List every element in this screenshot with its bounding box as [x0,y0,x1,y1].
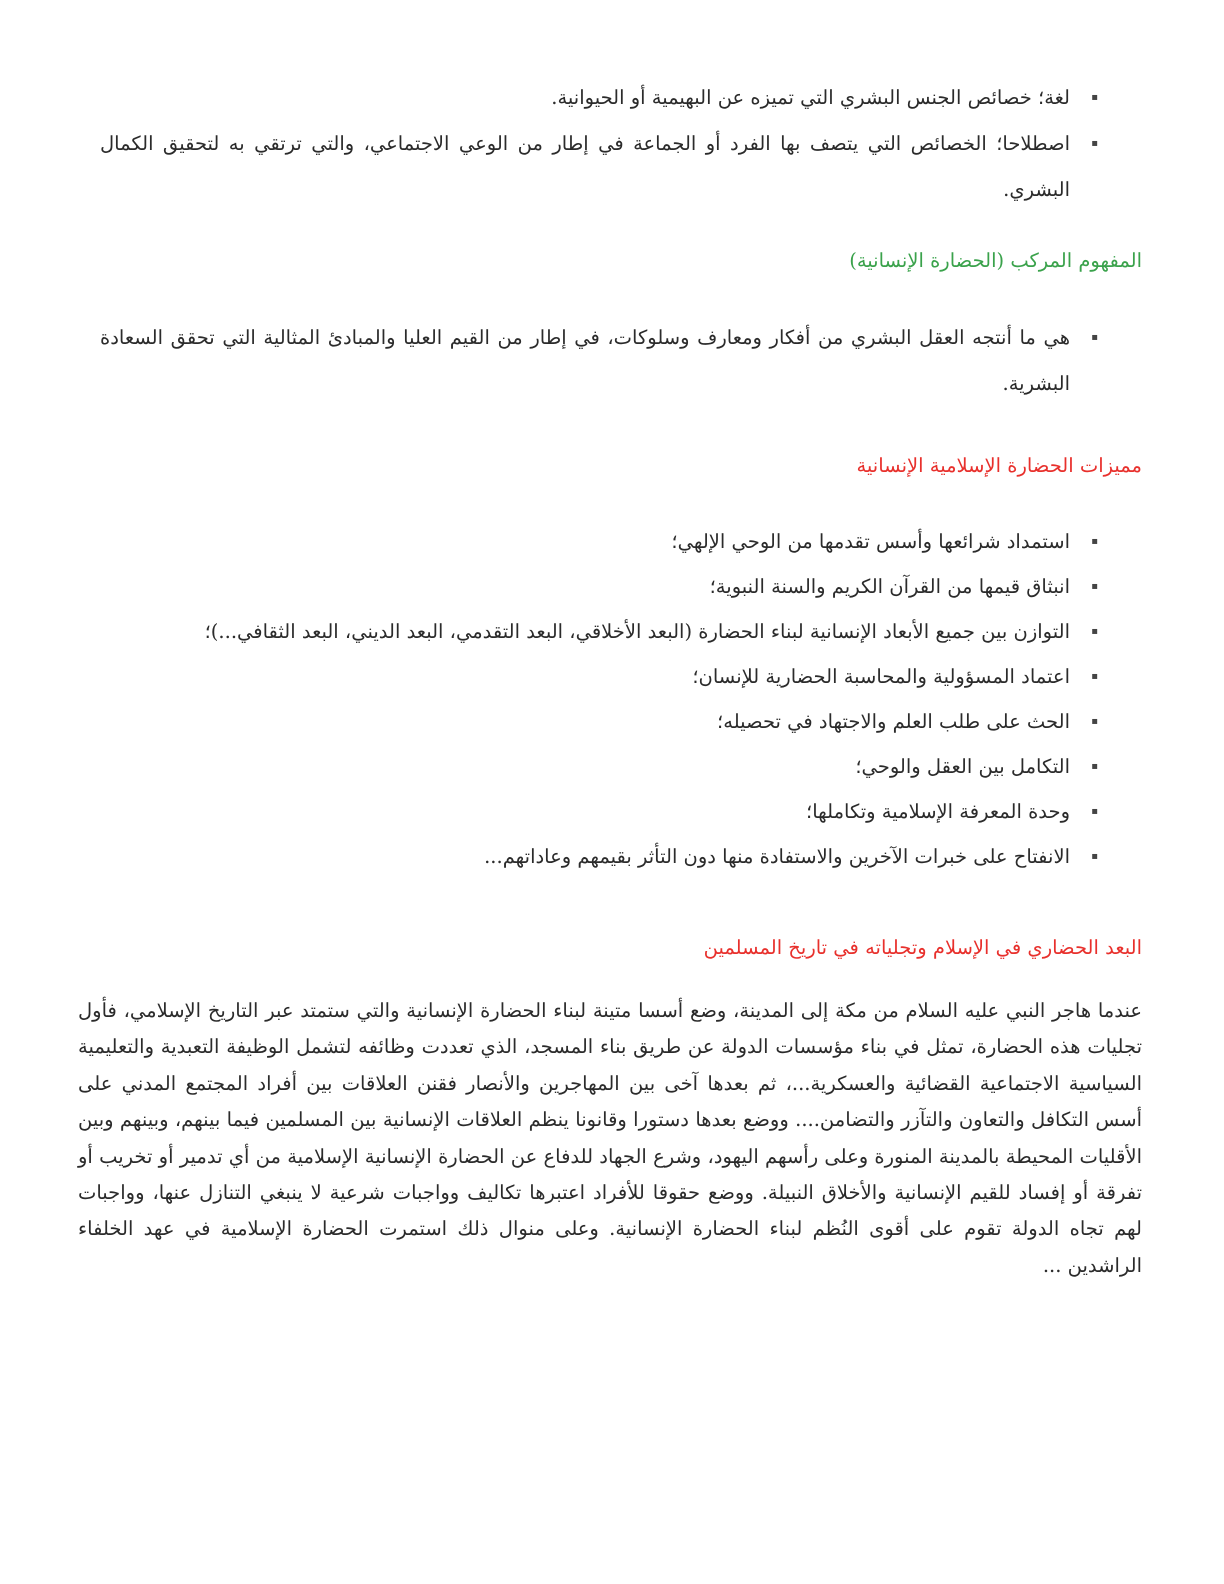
list-item-text: استمداد شرائعها وأسس تقدمها من الوحي الإلهي؛ [671,530,1070,553]
list-item [60,744,1098,789]
history-heading: البعد الحضاري في الإسلام وتجلياته في تاريخ المسلمين [703,936,1142,959]
list-item [60,609,1098,654]
list-item-text: الانفتاح على خبرات الآخرين والاستفادة منها دون التأثر بقيمهم وعاداتهم... [484,845,1070,868]
list-item-text: التوازن بين جميع الأبعاد الإنسانية لبناء الحضارة (البعد الأخلاقي، البعد التقدمي، البعد الديني، البعد الثقافي...)؛ [204,620,1070,643]
definition-list [100,75,1098,213]
list-item-text: هي ما أنتجه العقل البشري من أفكار ومعارف وسلوكات، في إطار من القيم العليا والمبادئ المثالية التي تحقق السعادة البشرية. [100,326,1070,395]
list-item-text: الحث على طلب العلم والاجتهاد في تحصيله؛ [717,710,1070,733]
bullet-marker: ▪ [1091,761,1098,772]
list-item-text: التكامل بين العقل والوحي؛ [855,755,1070,778]
list-item [60,699,1098,744]
list-item-text: اعتماد المسؤولية والمحاسبة الحضارية للإنسان؛ [692,665,1070,688]
list-item [60,834,1098,879]
compound-concept-list [100,315,1098,407]
bullet-marker: ▪ [1091,806,1098,817]
list-item-text: وحدة المعرفة الإسلامية وتكاملها؛ [806,800,1070,823]
list-item-text: انبثاق قيمها من القرآن الكريم والسنة النبوية؛ [709,575,1070,598]
compound-concept-heading: المفهوم المركب (الحضارة الإنسانية) [849,249,1142,272]
list-item-text: اصطلاحا؛ الخصائص التي يتصف بها الفرد أو الجماعة في إطار من الوعي الاجتماعي، والتي ترتقي به لتحقيق الكمال البشري. [100,132,1070,201]
list-item [100,75,1098,121]
features-heading: مميزات الحضارة الإسلامية الإنسانية [856,454,1142,477]
bullet-marker: ▪ [1091,626,1098,637]
list-item [100,121,1098,213]
history-paragraph: عندما هاجر النبي عليه السلام من مكة إلى المدينة، وضع أسسا متينة لبناء الحضارة الإنسانية والتي ستمتد عبر التاريخ الإسلامي، فأول تجليات هذه الحضارة، تمثل في بناء مؤسسات الدولة عن طريق بناء المسجد، الذي تعددت وظائفه لتشمل الوظيفة التعبدية والتعليمية السياسية الاجتماعية القضائية والعسكرية...، ثم بعدها آخى بين المهاجرين والأنصار فقنن العلاقات بين أفراد المجتمع المدني على أسس التكافل والتعاون والتآزر والتضامن.... ووضع بعدها دستورا وقانونا ينظم العلاقات الإنسانية بين المسلمين فيما بينهم، وبينهم وبين الأقليات المحيطة بالمدينة المنورة وعلى رأسهم اليهود، وشرع الجهاد للدفاع عن الحضارة الإنسانية الإسلامية من أي تدمير أو تخريب أو تفرقة أو إفساد للقيم الإنسانية والأخلاق النبيلة. ووضع حقوقا للأفراد اعتبرها تكاليف وواجبات شرعية لا ينبغي التنازل عنها، وواجبات لهم تجاه الدولة تقوم على أقوى النُظم لبناء الحضارة الإنسانية. وعلى منوال ذلك استمرت الحضارة الإسلامية في عهد الخلفاء الراشدين ... [78,999,1142,1277]
bullet-marker: ▪ [1091,92,1098,103]
list-item [60,789,1098,834]
list-item [60,519,1098,564]
bullet-marker: ▪ [1091,851,1098,862]
list-item [60,654,1098,699]
list-item [100,315,1098,407]
list-item [60,564,1098,609]
bullet-marker: ▪ [1091,138,1098,149]
bullet-marker: ▪ [1091,332,1098,343]
bullet-marker: ▪ [1091,536,1098,547]
bullet-marker: ▪ [1091,716,1098,727]
list-item-text: لغة؛ خصائص الجنس البشري التي تميزه عن البهيمية أو الحيوانية. [551,86,1070,109]
features-list [60,519,1098,879]
bullet-marker: ▪ [1091,581,1098,592]
bullet-marker: ▪ [1091,671,1098,682]
